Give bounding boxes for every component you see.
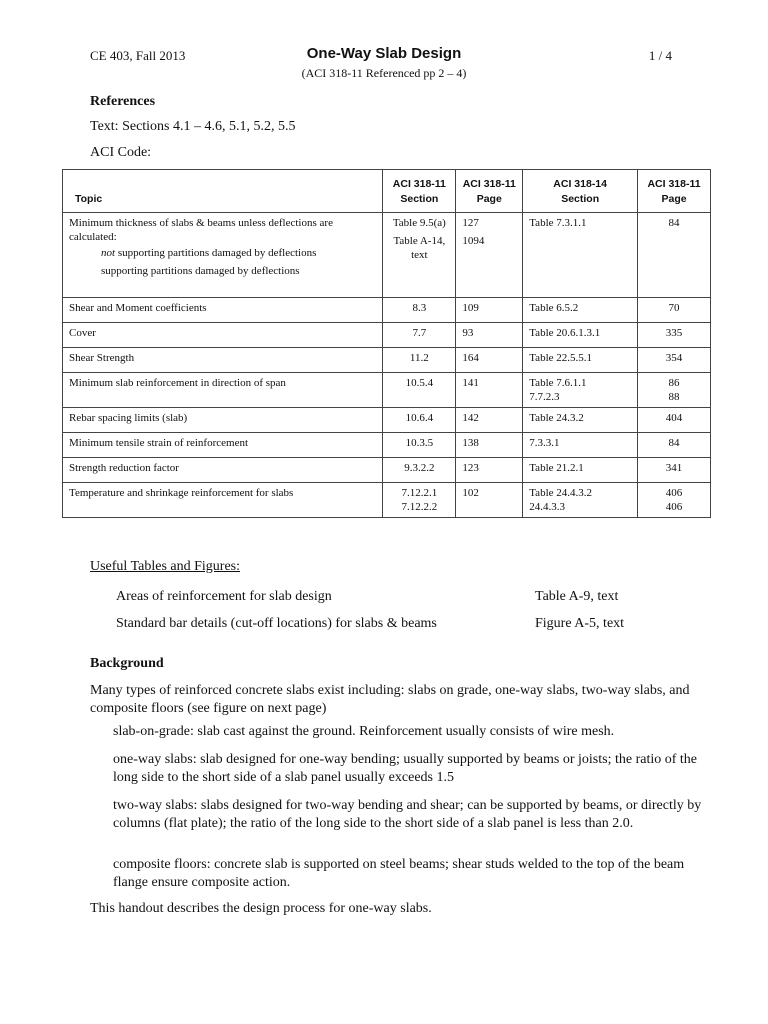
table-cell-section-14: Table 6.5.2 [523, 298, 638, 323]
table-cell-page: 138 [456, 433, 523, 458]
table-cell-page-14: 335 [638, 323, 711, 348]
table-cell-page: 93 [456, 323, 523, 348]
background-intro: Many types of reinforced concrete slabs exist including: slabs on grade, one-way slabs, two-way slabs, and composite floors (see figure on next page) [90, 683, 690, 716]
table-cell-section-14: Table 21.2.1 [523, 458, 638, 483]
useful-item-ref: Figure A-5, text [535, 616, 625, 631]
table-cell-section: 11.2 [383, 348, 456, 373]
table-cell-section-14: Table 24.3.2 [523, 408, 638, 433]
table-cell-page-14: 70 [638, 298, 711, 323]
table-cell-topic: Cover [63, 323, 383, 348]
table-cell-page-14: 354 [638, 348, 711, 373]
table-cell-section-14: Table 22.5.5.1 [523, 348, 638, 373]
table-cell-section: 8.3 [383, 298, 456, 323]
useful-item-label: Areas of reinforcement for slab design [116, 589, 332, 604]
table-row [63, 458, 711, 483]
table-cell-page-14: 406 406 [638, 483, 711, 518]
table-row [63, 373, 711, 408]
slab-type-item: two-way slabs: slabs designed for two-way bending and shear; can be supported by beams, or directly by columns (flat plate); the ratio of the long side to the short side of a slab panel is less than 2.0. [113, 798, 702, 831]
header-aci11-page: ACI 318-11 Page [456, 170, 523, 213]
table-cell-topic: Minimum slab reinforcement in direction of span [63, 373, 383, 408]
table-cell-section: 10.5.4 [383, 373, 456, 408]
course-label: CE 403, Fall 2013 [90, 48, 186, 63]
useful-item-ref: Table A-9, text [535, 589, 619, 604]
background-closing: This handout describes the design process for one-way slabs. [90, 901, 432, 916]
references-heading: References [90, 94, 156, 109]
table-cell-topic: Shear and Moment coefficients [63, 298, 383, 323]
page-title: One-Way Slab Design [306, 45, 462, 62]
table-cell-section: 7.12.2.1 7.12.2.2 [383, 483, 456, 518]
page-number: 1 / 4 [648, 48, 672, 63]
header-aci11-section: ACI 318-11 Section [383, 170, 456, 213]
table-cell-page-14: 84 [638, 433, 711, 458]
table-cell-page: 164 [456, 348, 523, 373]
table-cell-page-14: 341 [638, 458, 711, 483]
table-cell-topic: Rebar spacing limits (slab) [63, 408, 383, 433]
table-cell-page: 123 [456, 458, 523, 483]
table-header-row [63, 170, 711, 213]
slab-type-item: composite floors: concrete slab is supported on steel beams; shear studs welded to the top of the beam flange ensure composite action. [113, 857, 685, 890]
table-cell-page: 142 [456, 408, 523, 433]
text-sections-line: Text: Sections 4.1 – 4.6, 5.1, 5.2, 5.5 [90, 119, 296, 134]
table-cell-topic: Shear Strength [63, 348, 383, 373]
table-cell-page: 141 [456, 373, 523, 408]
background-heading: Background [90, 656, 164, 671]
table-cell-topic: Minimum thickness of slabs & beams unless deflections are calculated: not supporting partitions damaged by deflections supporting partitions damaged by deflections [63, 213, 383, 298]
page-subtitle: (ACI 318-11 Referenced pp 2 – 4) [301, 66, 467, 80]
header-topic: Topic [63, 170, 383, 213]
table-cell-page: 102 [456, 483, 523, 518]
aci-code-label: ACI Code: [90, 145, 152, 160]
slab-type-item: one-way slabs: slab designed for one-way bending; usually supported by beams or joists; the ratio of the long side to the short side of a slab panel usually exceeds 1.5 [113, 752, 697, 785]
table-cell-page: 109 [456, 298, 523, 323]
table-cell-page-14: 404 [638, 408, 711, 433]
table-cell-section-14: Table 20.6.1.3.1 [523, 323, 638, 348]
table-cell-section: 7.7 [383, 323, 456, 348]
table-cell-page-14: 86 88 [638, 373, 711, 408]
table-cell-section: 10.3.5 [383, 433, 456, 458]
aci-reference-table [62, 169, 711, 518]
table-cell-page-14: 84 [638, 213, 711, 298]
table-row [63, 323, 711, 348]
useful-item-label: Standard bar details (cut-off locations) for slabs & beams [116, 616, 437, 631]
table-row [63, 408, 711, 433]
table-row [63, 213, 711, 298]
table-cell-topic: Strength reduction factor [63, 458, 383, 483]
header-aci11-page-2: ACI 318-11 Page [638, 170, 711, 213]
header-aci14-section: ACI 318-14 Section [523, 170, 638, 213]
table-cell-section-14: Table 24.4.3.2 24.4.3.3 [523, 483, 638, 518]
table-cell-section: 9.3.2.2 [383, 458, 456, 483]
table-cell-topic: Temperature and shrinkage reinforcement for slabs [63, 483, 383, 518]
useful-tables-heading: Useful Tables and Figures: [90, 559, 241, 574]
table-row [63, 433, 711, 458]
table-row [63, 298, 711, 323]
table-row [63, 483, 711, 518]
slab-type-item: slab-on-grade: slab cast against the ground. Reinforcement usually consists of wire mesh. [113, 724, 615, 739]
table-cell-section: 10.6.4 [383, 408, 456, 433]
table-cell-topic: Minimum tensile strain of reinforcement [63, 433, 383, 458]
table-cell-section-14: Table 7.6.1.1 7.7.2.3 [523, 373, 638, 408]
table-cell-section-14: 7.3.3.1 [523, 433, 638, 458]
table-cell-section: Table 9.5(a) Table A-14, text [383, 213, 456, 298]
table-row [63, 348, 711, 373]
table-cell-section-14: Table 7.3.1.1 [523, 213, 638, 298]
table-cell-page: 127 1094 [456, 213, 523, 298]
